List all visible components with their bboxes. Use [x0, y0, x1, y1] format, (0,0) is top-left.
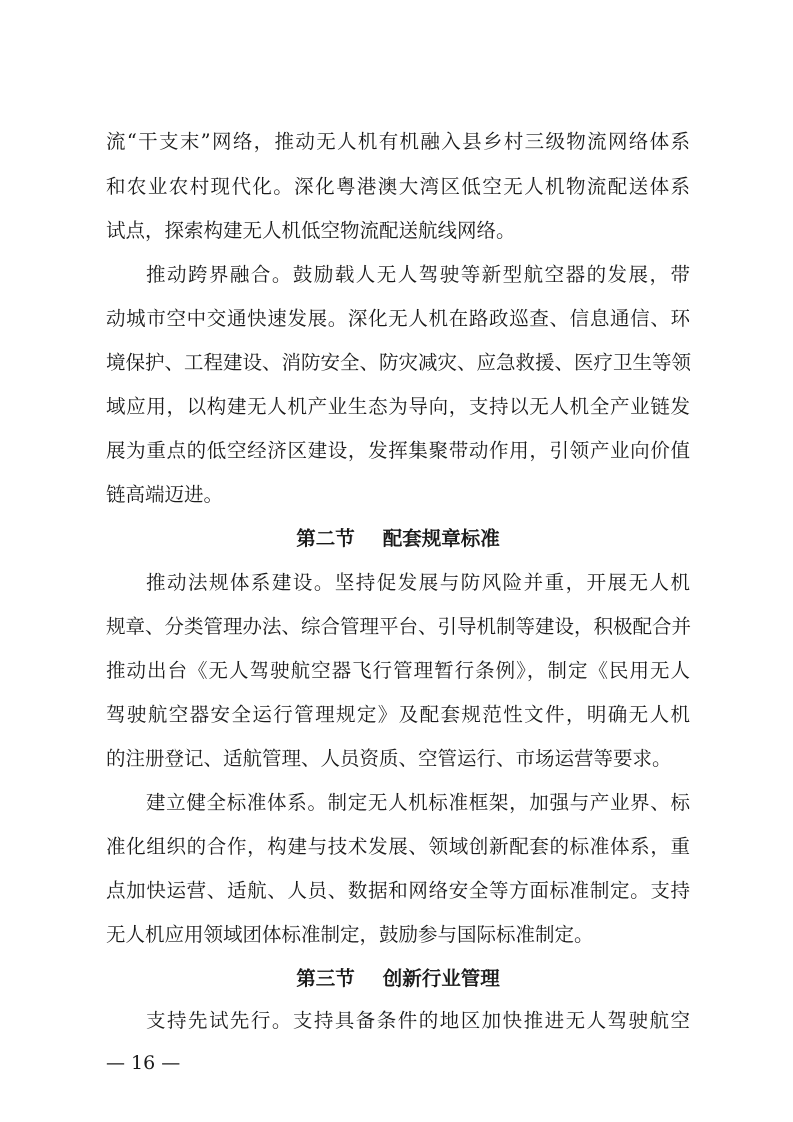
- paragraph-line: 驾驶航空器安全运行管理规定》及配套规范性文件，明确无人机: [106, 703, 690, 726]
- paragraph-line: 试点，探索构建无人机低空物流配送航线网络。: [106, 219, 516, 242]
- paragraph-line: 准化组织的合作，构建与技术发展、领域创新配套的标准体系，重: [106, 835, 690, 858]
- section-title: 创新行业管理: [382, 967, 500, 990]
- paragraph-line: 推动法规体系建设。坚持促发展与防风险并重，开展无人机: [146, 571, 690, 594]
- paragraph-line: 动城市空中交通快速发展。深化无人机在路政巡查、信息通信、环: [106, 307, 690, 330]
- paragraph-line: 无人机应用领域团体标准制定，鼓励参与国际标准制定。: [106, 923, 594, 946]
- paragraph-line: 的注册登记、适航管理、人员资质、空管运行、市场运营等要求。: [106, 747, 672, 770]
- paragraph-line: 建立健全标准体系。制定无人机标准框架，加强与产业界、标: [146, 791, 690, 814]
- paragraph-line: 域应用，以构建无人机产业生态为导向，支持以无人机全产业链发: [106, 395, 690, 418]
- paragraph-line: 和农业农村现代化。深化粤港澳大湾区低空无人机物流配送体系: [106, 175, 690, 198]
- section-number: 第三节: [296, 967, 355, 990]
- paragraph-line: 流“干支末”网络，推动无人机有机融入县乡村三级物流网络体系: [106, 130, 690, 153]
- section-heading: [106, 526, 690, 552]
- paragraph-line: 链高端迈进。: [106, 483, 224, 506]
- paragraph-line: 推动出台《无人驾驶航空器飞行管理暂行条例》，制定《民用无人: [106, 659, 690, 682]
- paragraph-line: 境保护、工程建设、消防安全、防灾减灾、应急救援、医疗卫生等领: [106, 351, 692, 374]
- section-heading: [106, 966, 690, 992]
- page-number: — 16 —: [106, 1052, 181, 1074]
- paragraph-line: 支持先试先行。支持具备条件的地区加快推进无人驾驶航空: [146, 1009, 690, 1032]
- section-number: 第二节: [296, 527, 355, 550]
- paragraph-line: 展为重点的低空经济区建设，发挥集聚带动作用，引领产业向价值: [106, 439, 690, 462]
- section-title: 配套规章标准: [382, 527, 500, 550]
- paragraph-line: 规章、分类管理办法、综合管理平台、引导机制等建设，积极配合并: [106, 615, 692, 638]
- paragraph-line: 推动跨界融合。鼓励载人无人驾驶等新型航空器的发展，带: [146, 263, 690, 286]
- paragraph-line: 点加快运营、适航、人员、数据和网络安全等方面标准制定。支持: [106, 879, 690, 902]
